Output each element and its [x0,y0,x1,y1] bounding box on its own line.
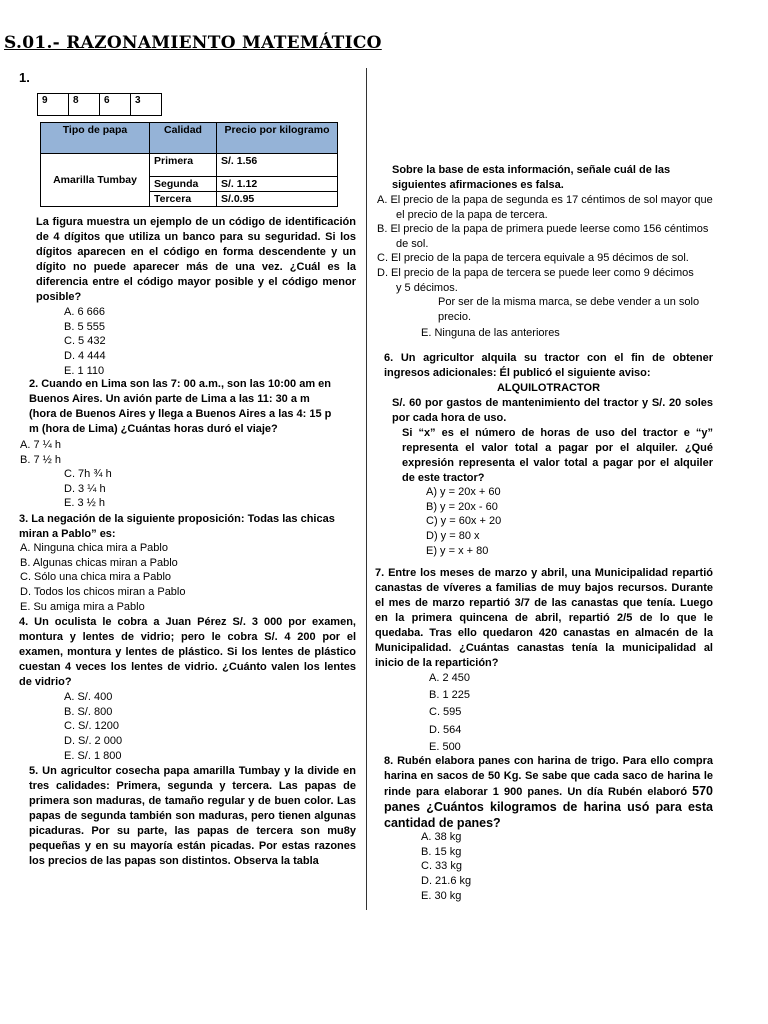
table-cell: Primera [150,154,217,177]
option: D. S/. 2 000 [64,735,123,748]
option: C. 33 kg [421,860,462,873]
q8-text-a: 8. Rubén elabora panes con harina de trigo. Para ello compra harina en sacos de 50 Kg. Se sabe que cada saco de harina le rinde para elaborar 1 900 panes. Un día Rubén elaboró [384,755,713,798]
q8-text-b: 570 panes ¿Cuántos kilogramos de harina usó para esta cantidad de panes? [384,784,713,830]
option: A. 6 666 [64,306,105,318]
table-header: Tipo de papa [41,123,150,154]
option: E. 30 kg [421,889,462,902]
option: D. 564 [429,723,462,736]
option: C. Sólo una chica mira a Pablo [20,571,172,584]
option: A. El precio de la papa de segunda es 17 céntimos de sol mayor que el precio de la papa de tercera. [377,194,713,221]
option: E. 500 [429,740,461,753]
option: D. Todos los chicos miran a Pablo [20,586,186,599]
option: E. 1 110 [64,364,105,377]
option: B) y = 20x - 60 [426,500,498,513]
option: D. El precio de la papa de tercera se puede leer como 9 décimos y 5 décimos. [377,266,694,294]
option: A. 38 kg [421,831,462,843]
q1-number: 1. [19,70,30,85]
table-cell: S/. 1.56 [217,154,338,177]
q2-options-ce [64,467,112,511]
option: C. 5 432 [64,335,106,348]
option: B. 5 555 [64,320,105,333]
page-title: S.01.- RAZONAMIENTO MATEMÁTICO [4,33,382,53]
option: A. S/. 400 [64,691,113,703]
q7-text: 7. Entre los meses de marzo y abril, una Municipalidad repartió canastas de víveres a familias de muy bajos recursos. Durante el mes de marzo repartió 3/7 de las canastas que tenía. Luego en la primera quincena de abril, repartió 2/5 de lo que le quedaba. Tras ello quedaron 420 canastas en almacén de la Municipalidad. ¿Cuántas canastas tenía la municipalidad al inicio de la repartición? [375,567,713,669]
q3-options [20,541,186,615]
q5-options [377,193,717,341]
q6-question: Si “x” es el número de horas de uso del tractor e “y” representa el valor total a pagar por el alquiler. ¿Qué expresión representa el valor total a pagar por el alquiler de este tractor? [402,427,713,484]
q6-ad: S/. 60 por gastos de mantenimiento del tractor y S/. 20 soles por cada hora de uso. [392,397,713,424]
option: A. 7 ¼ h [20,439,61,451]
table-cell: S/.0.95 [217,192,338,207]
q8-options [421,830,471,904]
q1-text: La figura muestra un ejemplo de un código de identificación de 4 dígitos que utiliza un banco para su seguridad. Si los dígitos aparecen en el código en forma descendente y un dígito no puede aparecer más de una vez. ¿Cuál es la diferencia entre el código mayor posible y el código menor posible? [36,216,356,303]
option: C. 595 [429,706,462,719]
table-cell: S/. 1.12 [217,177,338,192]
option: E) y = x + 80 [426,544,489,557]
q4-text: 4. Un oculista le cobra a Juan Pérez S/. 3 000 por examen, montura y lentes de vidrio; pero le cobra S/. 4 200 por el examen, montura y lentes de plástico. Si los lentes de plástico cuestan 4 veces los lentes de vidrio. ¿Cuánto valen los lentes de vidrio? [19,616,356,688]
option: A) y = 20x + 60 [426,486,501,498]
option-note: Por ser de la misma marca, se debe vender a un solo precio. [438,296,700,323]
q5-continuation: Sobre la base de esta información, señale cuál de las siguientes afirmaciones es falsa. [392,164,671,191]
option: E. 3 ½ h [64,497,105,510]
q6-options [426,485,501,559]
option: B. S/. 800 [64,705,113,718]
option: E. Ninguna de las anteriores [421,327,560,340]
q6-text: 6. Un agricultor alquila su tractor con el fin de obtener ingresos adicionales: Él publicó el siguiente aviso: [384,352,713,379]
option: D) y = 80 x [426,530,480,543]
option: B. 7 ½ h [20,453,61,466]
option: E. S/. 1 800 [64,749,122,762]
option: A. Ninguna chica mira a Pablo [20,542,168,554]
q2-text: 2. Cuando en Lima son las 7: 00 a.m., son las 10:00 am en Buenos Aires. Un avión parte de Lima a las 11: 30 a m (hora de Buenos Aires y llega a Buenos Aires a las 4: 15 p m (hora de Lima) ¿Cuántas horas duró el viaje? [29,378,332,435]
column-divider [366,68,367,910]
q2-options-ab [20,438,61,467]
digit-cell: 6 [100,94,131,116]
option: C. S/. 1200 [64,720,120,733]
table-header: Precio por kilogramo [217,123,338,154]
option: E. Su amiga mira a Pablo [20,600,145,613]
option: A. 2 450 [429,672,470,684]
option: B. 1 225 [429,689,470,702]
option: C. El precio de la papa de tercera equivale a 95 décimos de sol. [377,252,689,265]
q6-heading: ALQUILOTRACTOR [496,382,601,394]
q8-text [384,754,713,832]
option: B. Algunas chicas miran a Pablo [20,556,178,569]
price-table [40,122,338,207]
digit-cell: 3 [131,94,162,116]
option: D. 21.6 kg [421,875,472,888]
table-cell: Amarilla Tumbay [41,154,150,207]
option: B. El precio de la papa de primera puede leerse como 156 céntimos de sol. [377,223,709,250]
q4-options [64,690,122,764]
q3-text: 3. La negación de la siguiente proposición: Todas las chicas miran a Pablo” es: [19,513,335,540]
option: D. 3 ¼ h [64,482,106,495]
digit-cell: 9 [38,94,69,116]
digit-code-box [37,93,162,116]
option: C) y = 60x + 20 [426,515,502,528]
digit-cell: 8 [69,94,100,116]
table-cell: Segunda [150,177,217,192]
q1-options [64,305,106,379]
option: C. 7h ¾ h [64,468,112,480]
option: B. 15 kg [421,845,462,858]
option: D. 4 444 [64,350,106,363]
q7-options [429,670,470,756]
q5-text: 5. Un agricultor cosecha papa amarilla Tumbay y la divide en tres calidades: Primera, segunda y tercera. Las papas de primera son maduras, de tamaño regular y de buen color. Las papas de segunda también son maduras, pero tienen algunas picaduras. Por su parte, las papas de tercera son mu8y pequeñas y en su mayoría están picadas. Por estas razones los precios de las papas son distintos. Observa la tabla [29,765,356,867]
table-cell: Tercera [150,192,217,207]
table-header: Calidad [150,123,217,154]
